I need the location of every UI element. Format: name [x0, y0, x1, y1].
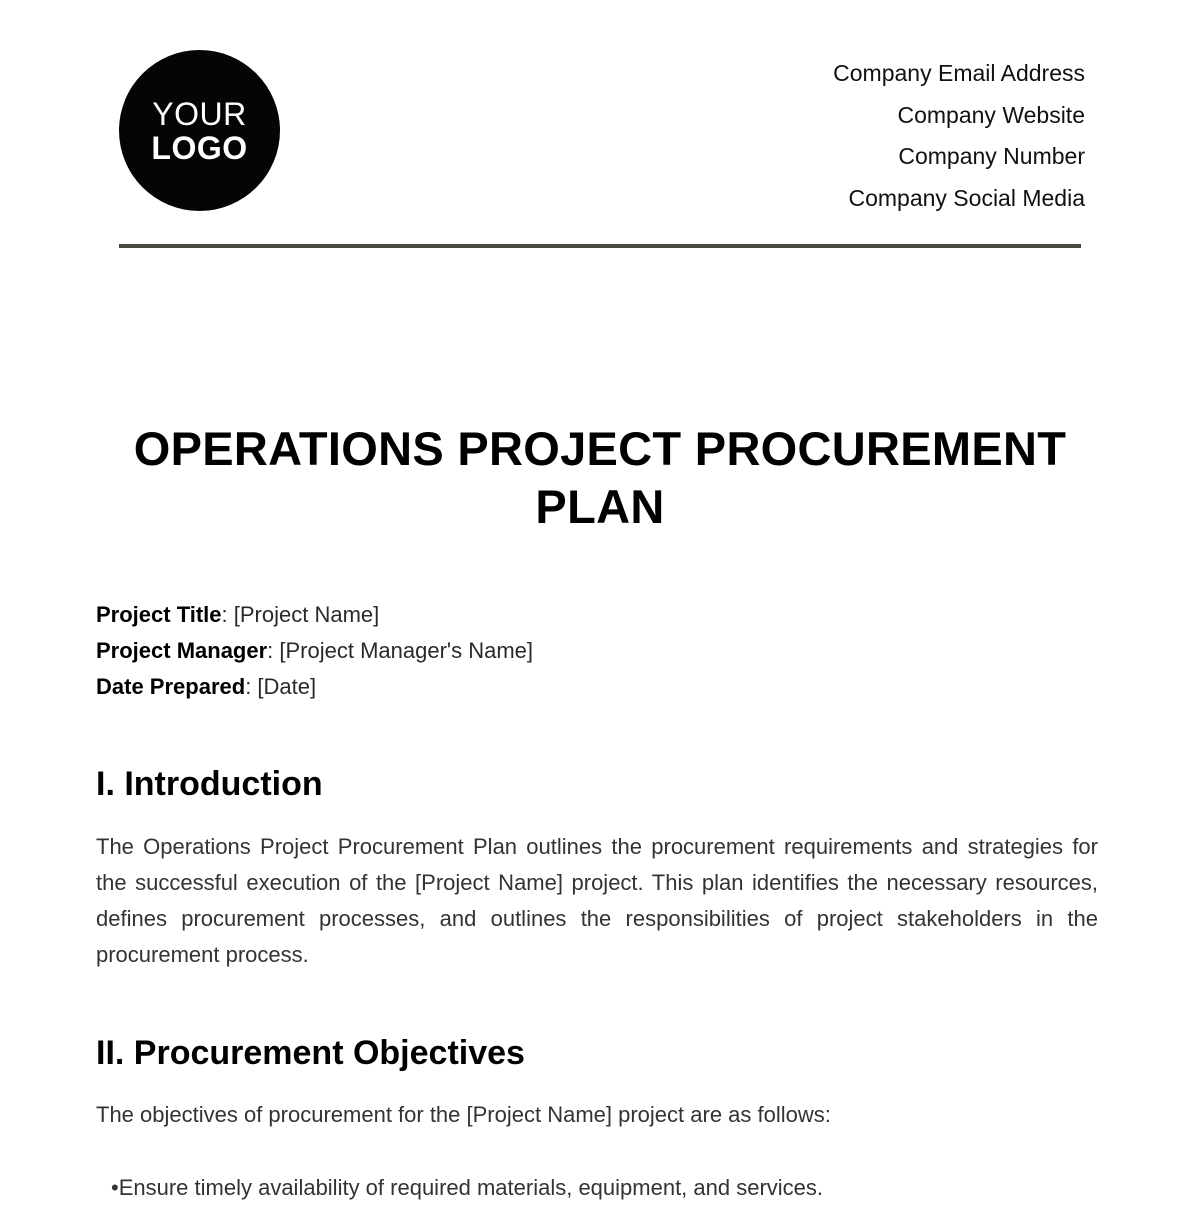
- section-body-procurement-objectives: The objectives of procurement for the [Project Name] project are as follows:: [96, 1102, 831, 1127]
- company-number: Company Number: [898, 143, 1085, 169]
- meta-label: Date Prepared: [96, 674, 246, 699]
- meta-value: : [Project Manager's Name]: [267, 638, 534, 663]
- document-title: [100, 420, 1100, 536]
- header-divider: [119, 244, 1081, 248]
- section-heading-procurement-objectives: II. Procurement Objectives: [96, 1034, 525, 1072]
- project-meta: [96, 597, 533, 705]
- meta-label: Project Title: [96, 602, 222, 627]
- logo-text-bottom: LOGO: [151, 129, 248, 166]
- logo-text-top: YOUR: [152, 95, 247, 132]
- document-title-line-1: OPERATIONS PROJECT PROCUREMENT: [133, 422, 1067, 475]
- list-item: •Ensure timely availability of required materials, equipment, and services.: [111, 1175, 824, 1200]
- meta-project-title: [96, 597, 533, 633]
- section-heading-introduction: I. Introduction: [96, 765, 323, 803]
- company-social-media: Company Social Media: [848, 184, 1085, 211]
- company-contact-block: [833, 53, 1085, 219]
- meta-project-manager: [96, 633, 533, 669]
- meta-label: Project Manager: [96, 638, 268, 663]
- company-logo: [119, 50, 280, 211]
- document-title-line-2: PLAN: [535, 480, 665, 533]
- company-website: Company Website: [897, 101, 1085, 128]
- company-email: Company Email Address: [833, 60, 1085, 86]
- meta-value: : [Project Name]: [221, 602, 380, 627]
- section-body-introduction: The Operations Project Procurement Plan outlines the procurement requirements and strategies for the successful execution of the [Project Name] project. This plan identifies the necessary resources, defines procurement processes, and outlines the responsibilities of project stakeholders in the procurement process.: [96, 834, 1098, 967]
- meta-date-prepared: [96, 669, 533, 705]
- meta-value: : [Date]: [245, 674, 317, 699]
